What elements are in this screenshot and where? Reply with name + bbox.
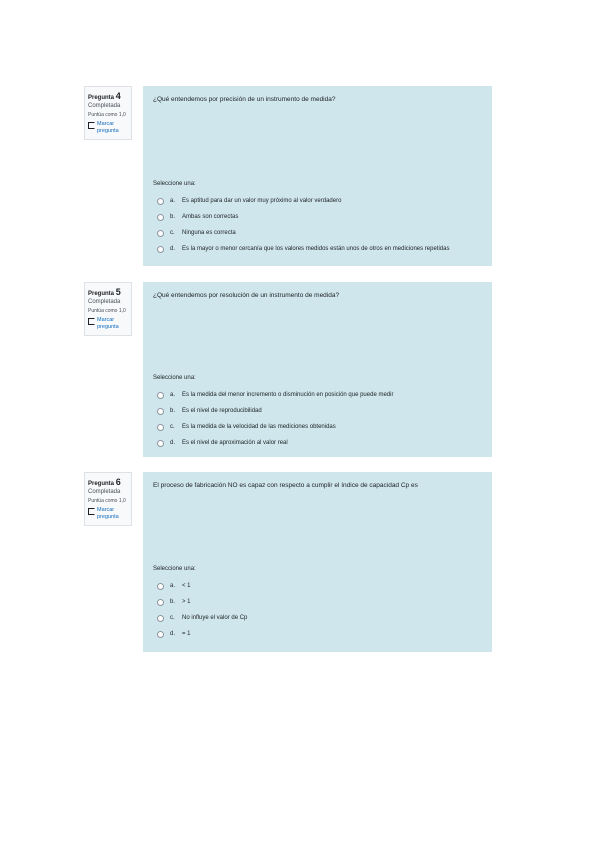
answer-prompt: Seleccione una:	[153, 566, 196, 572]
radio-button[interactable]	[157, 615, 164, 622]
answer-option-a[interactable]: a. Es la medida del menor incremento o disminución en posición que puede medir	[157, 387, 393, 403]
answer-list	[157, 387, 393, 451]
radio-button[interactable]	[157, 424, 164, 431]
answer-option-c[interactable]: c. Es la medida de la velocidad de las mediciones obtenidas	[157, 419, 393, 435]
answer-option-c[interactable]: c. No influye el valor de Cp	[157, 610, 247, 626]
question-content-4	[143, 86, 492, 266]
radio-button[interactable]	[157, 599, 164, 606]
question-grade: Puntúa como 1,0	[88, 308, 126, 314]
radio-button[interactable]	[157, 440, 164, 447]
question-number: Pregunta 4	[88, 91, 121, 101]
radio-button[interactable]	[157, 198, 164, 205]
radio-button[interactable]	[157, 392, 164, 399]
flag-icon	[88, 122, 95, 129]
radio-button[interactable]	[157, 631, 164, 638]
question-text: ¿Qué entendemos por precisión de un instrumento de medida?	[153, 96, 336, 103]
radio-button[interactable]	[157, 230, 164, 237]
question-text: ¿Qué entendemos por resolución de un instrumento de medida?	[153, 292, 340, 299]
question-info-6	[84, 472, 132, 526]
flag-icon	[88, 318, 95, 325]
answer-option-a[interactable]: a. < 1	[157, 578, 247, 594]
answer-option-b[interactable]: b. > 1	[157, 594, 247, 610]
radio-button[interactable]	[157, 408, 164, 415]
answer-option-d[interactable]: d. Es la mayor o menor cercanía que los valores medidos están unos de otros en mediciones repetidas	[157, 241, 449, 257]
question-grade: Puntúa como 1,0	[88, 112, 126, 118]
radio-button[interactable]	[157, 214, 164, 221]
answer-option-a[interactable]: a. Es aptitud para dar un valor muy próximo al valor verdadero	[157, 193, 449, 209]
flag-question-link[interactable]: Marcar pregunta	[88, 507, 128, 520]
answer-option-c[interactable]: c. Ninguna es correcta	[157, 225, 449, 241]
flag-question-link[interactable]: Marcar pregunta	[88, 317, 128, 330]
question-info-4	[84, 86, 132, 140]
radio-button[interactable]	[157, 583, 164, 590]
question-content-6	[143, 472, 492, 652]
answer-option-b[interactable]: b. Ambas son correctas	[157, 209, 449, 225]
question-text: El proceso de fabricación NO es capaz con respecto a cumplir el índice de capacidad Cp es	[153, 482, 418, 489]
answer-option-d[interactable]: d. = 1	[157, 626, 247, 642]
question-state: Completada	[88, 299, 121, 305]
answer-list	[157, 193, 449, 257]
question-info-5	[84, 282, 132, 336]
flag-question-link[interactable]: Marcar pregunta	[88, 121, 128, 134]
answer-option-d[interactable]: d. Es el nivel de aproximación al valor real	[157, 435, 393, 451]
answer-prompt: Seleccione una:	[153, 181, 196, 187]
flag-icon	[88, 508, 95, 515]
answer-option-b[interactable]: b. Es el nivel de reproducibilidad	[157, 403, 393, 419]
answer-prompt: Seleccione una:	[153, 375, 196, 381]
question-number: Pregunta 6	[88, 477, 121, 487]
question-state: Completada	[88, 103, 121, 109]
question-grade: Puntúa como 1,0	[88, 498, 126, 504]
question-state: Completada	[88, 489, 121, 495]
question-content-5	[143, 282, 492, 457]
radio-button[interactable]	[157, 246, 164, 253]
answer-list	[157, 578, 247, 642]
question-number: Pregunta 5	[88, 287, 121, 297]
